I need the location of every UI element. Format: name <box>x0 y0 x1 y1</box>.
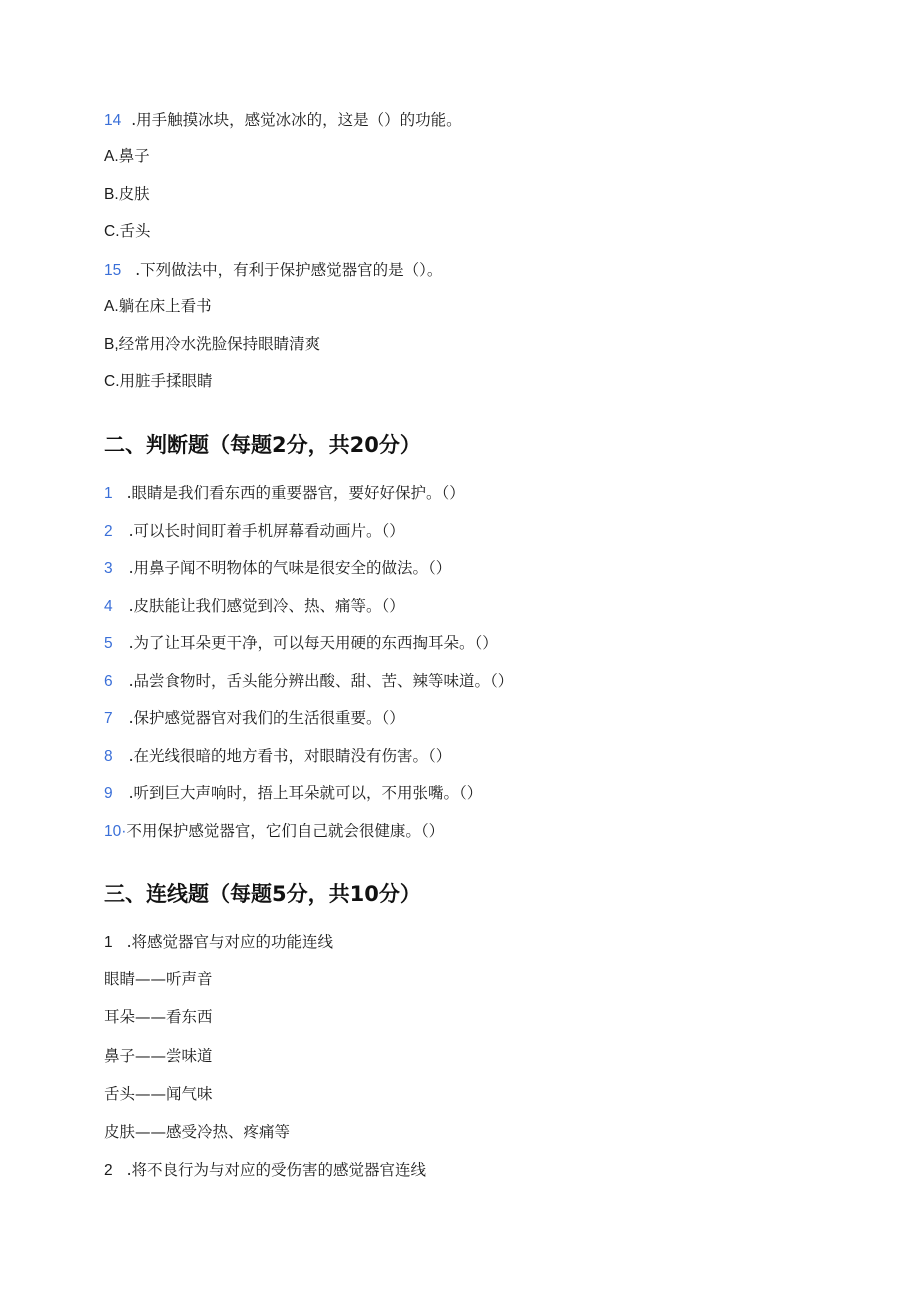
question-number: 2 <box>104 1162 113 1179</box>
item-number: 7 <box>104 710 113 727</box>
question-number: 15 <box>104 262 122 279</box>
match-pair: 耳朵——看东西 <box>104 1008 213 1026</box>
section-3-heading: 三、连线题（每题5分，共10分） <box>104 882 421 906</box>
question-text: .将感觉器官与对应的功能连线 <box>126 933 334 951</box>
item-text: .眼睛是我们看东西的重要器官，要好好保护。（） <box>126 484 465 502</box>
item-number: 9 <box>104 785 113 802</box>
match-pair: 舌头——闻气味 <box>104 1085 213 1103</box>
section-2-heading: 二、判断题（每题2分，共20分） <box>104 433 421 457</box>
match-pair: 鼻子——尝味道 <box>104 1047 213 1065</box>
item-text: .皮肤能让我们感觉到冷、热、痛等。（） <box>128 597 405 615</box>
judge-item <box>104 483 465 504</box>
judge-item <box>104 521 405 542</box>
judge-item <box>104 821 444 842</box>
option-b: B.皮肤 <box>104 186 150 203</box>
question-14 <box>104 110 462 131</box>
question-number: 1 <box>104 934 113 951</box>
option-a: A.鼻子 <box>104 148 150 165</box>
item-text: .品尝食物时，舌头能分辨出酸、甜、苦、辣等味道。（） <box>128 672 514 690</box>
judge-item <box>104 558 451 579</box>
match-question-2 <box>104 1160 426 1181</box>
option-c: C.舌头 <box>104 223 151 240</box>
judge-item <box>104 633 498 654</box>
match-pair: 皮肤——感受冷热、疼痛等 <box>104 1123 291 1141</box>
item-text: 不用保护感觉器官，它们自己就会很健康。（） <box>126 822 445 840</box>
item-number: 6 <box>104 673 113 690</box>
judge-item <box>104 671 513 692</box>
item-text: .在光线很暗的地方看书，对眼睛没有伤害。（） <box>128 747 452 765</box>
judge-item <box>104 708 405 729</box>
item-number: 2 <box>104 523 113 540</box>
judge-item <box>104 596 405 617</box>
question-text: .将不良行为与对应的受伤害的感觉器官连线 <box>126 1161 427 1179</box>
item-text: .听到巨大声响时，捂上耳朵就可以，不用张嘴。（） <box>128 784 483 802</box>
item-text: .保护感觉器官对我们的生活很重要。（） <box>128 709 405 727</box>
item-number: 8 <box>104 748 113 765</box>
judge-item <box>104 783 482 804</box>
option-a: A.躺在床上看书 <box>104 298 212 315</box>
item-number: 5 <box>104 635 113 652</box>
item-number: 3 <box>104 560 113 577</box>
option-b: B,经常用冷水洗脸保持眼睛清爽 <box>104 336 321 353</box>
item-number: 4 <box>104 598 113 615</box>
judge-item <box>104 746 451 767</box>
question-text: .用手触摸冰块，感觉冰冰的，这是（）的功能。 <box>131 111 462 129</box>
question-text: .下列做法中，有利于保护感觉器官的是（）。 <box>135 261 443 279</box>
question-number: 14 <box>104 112 122 129</box>
option-c: C.用脏手揉眼睛 <box>104 373 213 390</box>
match-pair: 眼睛——听声音 <box>104 970 213 988</box>
item-number: 1 <box>104 485 113 502</box>
item-text: .用鼻子闻不明物体的气味是很安全的做法。（） <box>128 559 452 577</box>
item-text: .可以长时间盯着手机屏幕看动画片。（） <box>128 522 405 540</box>
match-question-1 <box>104 932 333 953</box>
item-text: .为了让耳朵更干净，可以每天用硬的东西掏耳朵。（） <box>128 634 498 652</box>
item-number: 10· <box>104 823 127 840</box>
question-15 <box>104 260 442 281</box>
